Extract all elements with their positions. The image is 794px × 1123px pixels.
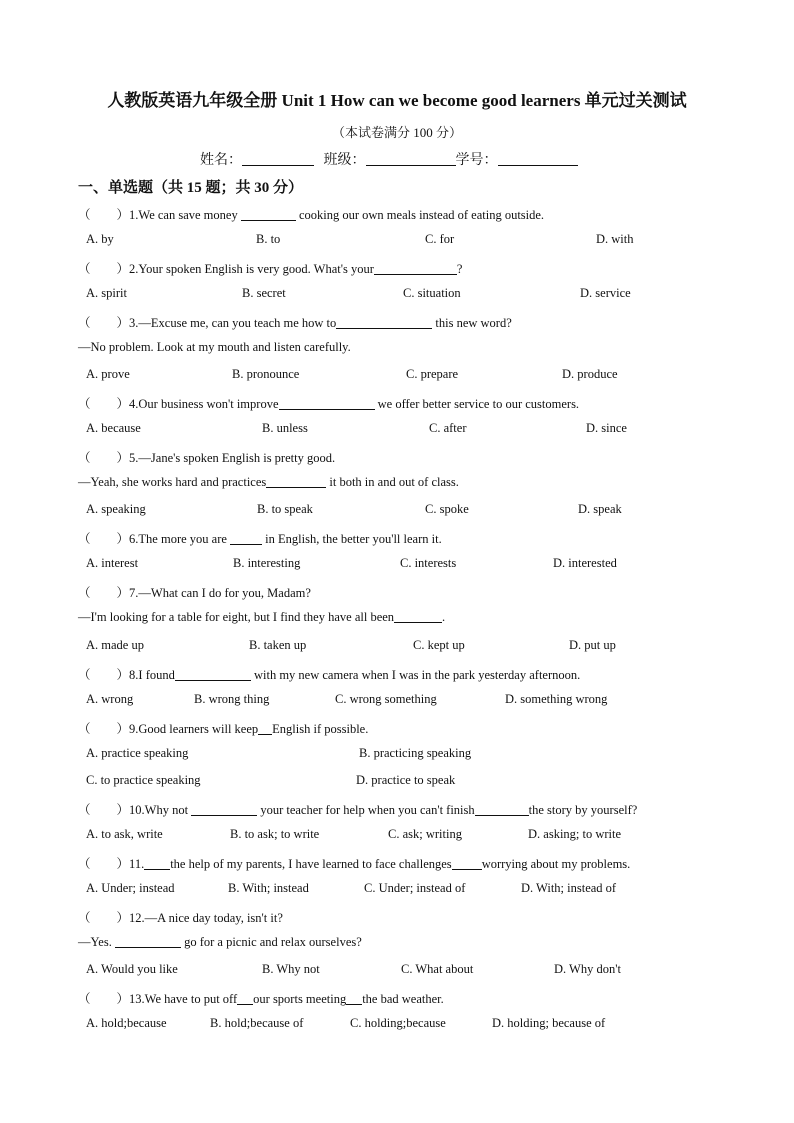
answer-blank [237,992,253,1005]
answer-blank [266,475,326,488]
question-12: （ ）12.—A nice day today, isn't it? [78,911,283,925]
option-d[interactable]: D. Why don't [554,962,621,976]
option-a[interactable]: A. speaking [86,502,146,516]
answer-bracket[interactable]: （ ） [78,262,130,276]
option-b[interactable]: B. interesting [233,556,301,570]
answer-bracket[interactable]: （ ） [78,992,130,1006]
class-field[interactable] [366,151,456,166]
option-d[interactable]: D. something wrong [505,692,608,706]
option-c[interactable]: C. interests [400,556,457,570]
name-label: 姓名： [200,153,242,168]
option-a[interactable]: A. spirit [86,286,127,300]
name-field[interactable] [242,151,314,166]
question-8: （ ）8.I found with my new camera when I was in the park yesterday afternoon. [78,668,581,682]
answer-bracket[interactable]: （ ） [78,397,130,411]
question-13: （ ）13.We have to put off our sports meeting the bad weather. [78,992,444,1006]
question-12-dialog: —Yes. go for a picnic and relax ourselves? [78,935,362,949]
question-4: （ ）4.Our business won't improve we offer better service to our customers. [78,397,580,411]
option-d[interactable]: D. speak [578,502,622,516]
option-c[interactable]: C. wrong something [335,692,437,706]
question-10: （ ）10.Why not your teacher for help when you can't finish the story by yourself? [78,803,638,817]
answer-blank [394,610,442,623]
option-b[interactable]: B. Why not [262,962,320,976]
option-d[interactable]: D. practice to speak [356,773,456,787]
question-2: （ ）2.Your spoken English is very good. What's your ? [78,262,463,276]
option-a[interactable]: A. Would you like [86,962,178,976]
answer-blank [336,316,432,329]
answer-blank [191,803,257,816]
option-b[interactable]: B. unless [262,421,308,435]
answer-blank [175,668,251,681]
option-c[interactable]: C. situation [403,286,461,300]
answer-blank [475,803,529,816]
option-c[interactable]: C. prepare [406,367,459,381]
answer-bracket[interactable]: （ ） [78,722,130,736]
option-d[interactable]: D. put up [569,638,616,652]
answer-blank [346,992,362,1005]
question-3-dialog: —No problem. Look at my mouth and listen carefully. [78,340,351,354]
id-label: 学号： [455,153,498,168]
answer-bracket[interactable]: （ ） [78,532,130,546]
question-9: （ ）9.Good learners will keep English if possible. [78,722,369,736]
option-c[interactable]: C. What about [401,962,474,976]
option-c[interactable]: C. after [429,421,467,435]
option-a[interactable]: A. interest [86,556,139,570]
option-a[interactable]: A. Under; instead [86,881,175,895]
answer-bracket[interactable]: （ ） [78,586,130,600]
option-b[interactable]: B. to ask; to write [230,827,320,841]
option-c[interactable]: C. holding;because [350,1016,446,1030]
option-b[interactable]: B. secret [242,286,286,300]
answer-bracket[interactable]: （ ） [78,803,130,817]
option-b[interactable]: B. taken up [249,638,307,652]
answer-bracket[interactable]: （ ） [78,451,130,465]
option-a[interactable]: A. prove [86,367,130,381]
option-c[interactable]: C. spoke [425,502,469,516]
answer-blank [452,857,482,870]
option-d[interactable]: D. since [586,421,627,435]
option-a[interactable]: A. made up [86,638,144,652]
question-7: （ ）7.—What can I do for you, Madam? [78,586,311,600]
option-d[interactable]: D. interested [553,556,617,570]
option-a[interactable]: A. by [86,232,114,246]
student-info-row [200,149,578,169]
option-c[interactable]: C. to practice speaking [86,773,201,787]
class-label: 班级： [323,153,366,168]
answer-blank [144,857,170,870]
option-d[interactable]: D. asking; to write [528,827,622,841]
option-d[interactable]: D. With; instead of [521,881,617,895]
answer-blank [115,935,181,948]
option-a[interactable]: A. wrong [86,692,134,706]
option-b[interactable]: B. wrong thing [194,692,270,706]
option-c[interactable]: C. kept up [413,638,465,652]
question-6: （ ）6.The more you are in English, the better you'll learn it. [78,532,442,546]
score-note: （本试卷满分 100 分） [331,125,462,140]
option-c[interactable]: C. Under; instead of [364,881,466,895]
answer-bracket[interactable]: （ ） [78,668,130,682]
option-b[interactable]: B. practicing speaking [359,746,472,760]
question-3: （ ）3.—Excuse me, can you teach me how to this new word? [78,316,512,330]
id-field[interactable] [498,151,578,166]
option-c[interactable]: C. ask; writing [388,827,462,841]
option-d[interactable]: D. service [580,286,631,300]
question-5-dialog: —Yeah, she works hard and practices it both in and out of class. [78,475,459,489]
option-b[interactable]: B. With; instead [228,881,309,895]
question-7-dialog: —I'm looking for a table for eight, but I find they have all been . [78,610,446,624]
option-a[interactable]: A. because [86,421,141,435]
answer-blank [279,397,375,410]
page-title: 人教版英语九年级全册 Unit 1 How can we become good learners 单元过关测试 [107,91,687,110]
option-b[interactable]: B. pronounce [232,367,300,381]
section-heading: 一、单选题（共 15 题；共 30 分） [78,180,304,196]
option-d[interactable]: D. holding; because of [492,1016,606,1030]
option-c[interactable]: C. for [425,232,455,246]
question-5: （ ）5.—Jane's spoken English is pretty good. [78,451,336,465]
answer-blank [230,532,262,545]
answer-bracket[interactable]: （ ） [78,316,130,330]
option-a[interactable]: A. to ask, write [86,827,163,841]
answer-blank [374,262,457,275]
question-1: （ ）1.We can save money cooking our own meals instead of eating outside. [78,208,545,222]
option-a[interactable]: A. hold;because [86,1016,167,1030]
answer-bracket[interactable]: （ ） [78,911,130,925]
answer-blank [241,208,296,221]
option-d[interactable]: D. produce [562,367,618,381]
option-b[interactable]: B. to [256,232,281,246]
question-11: （ ）11. the help of my parents, I have learned to face challenges worrying about my problems. [78,857,631,871]
option-a[interactable]: A. practice speaking [86,746,189,760]
option-b[interactable]: B. to speak [257,502,313,516]
option-d[interactable]: D. with [596,232,634,246]
answer-bracket[interactable]: （ ） [78,208,130,222]
answer-bracket[interactable]: （ ） [78,857,130,871]
answer-blank [258,722,272,735]
option-b[interactable]: B. hold;because of [210,1016,304,1030]
